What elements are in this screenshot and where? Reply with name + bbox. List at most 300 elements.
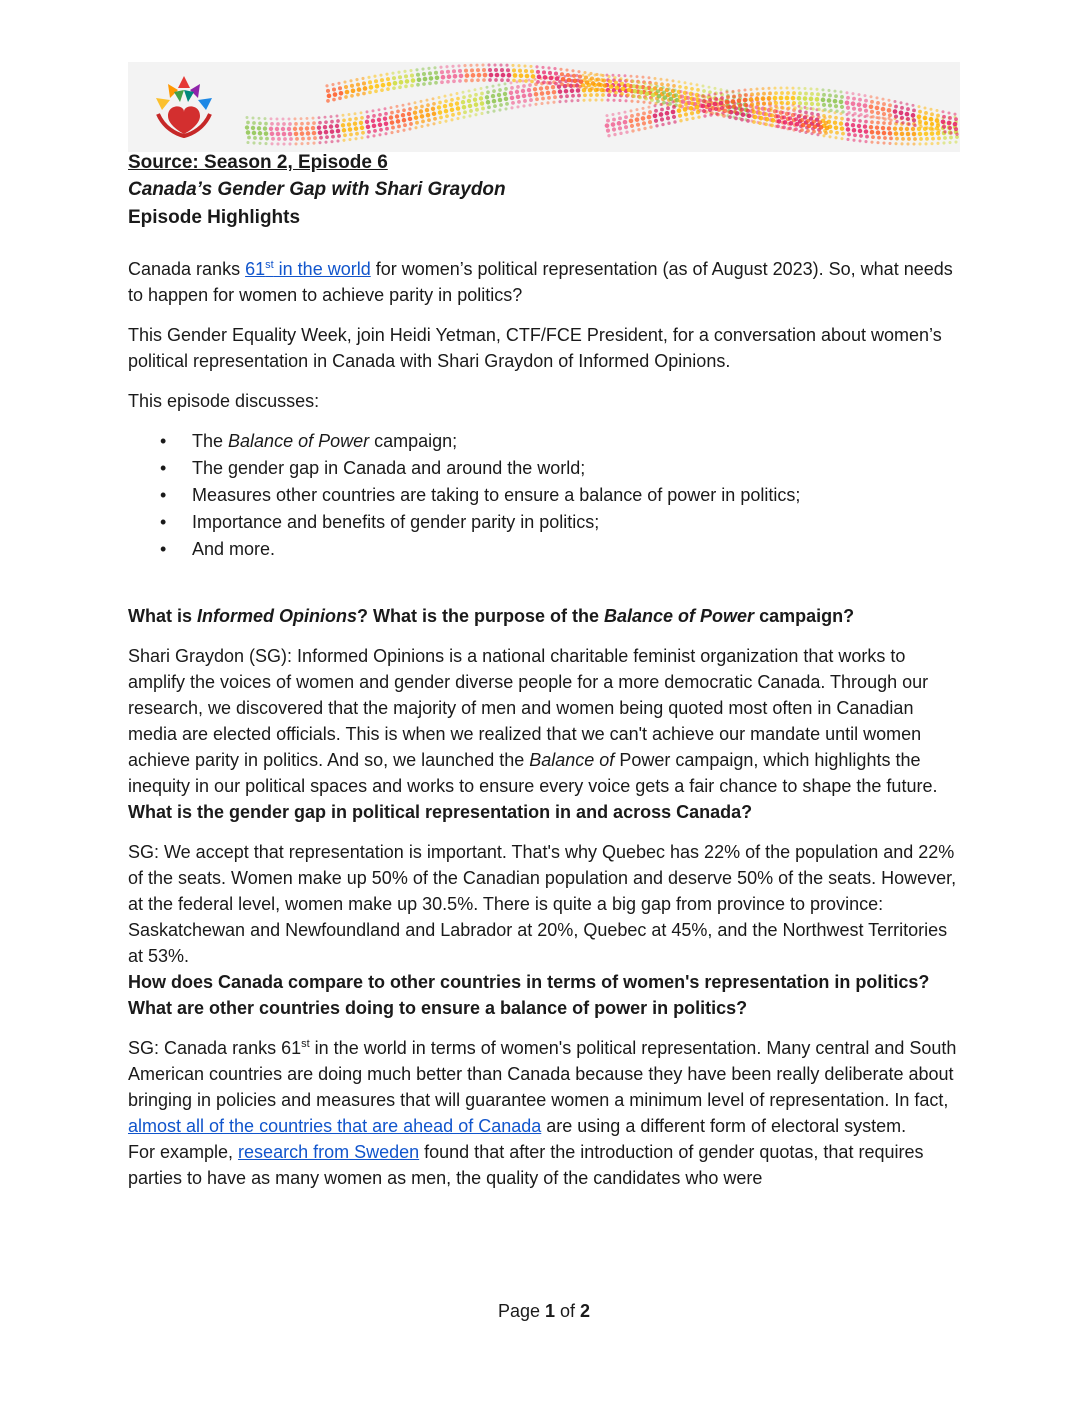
wave-dot (651, 93, 656, 98)
wave-dot (767, 87, 770, 90)
wave-dot (360, 136, 363, 139)
wave-dot (925, 126, 928, 129)
wave-dot (504, 82, 507, 85)
wave-dot (530, 80, 534, 84)
wave-dot (396, 119, 401, 124)
wave-dot (336, 119, 340, 123)
wave-dot (668, 92, 672, 96)
wave-dot (721, 111, 724, 114)
wave-dot (373, 129, 377, 133)
wave-dot (517, 100, 521, 104)
wave-dot (839, 90, 842, 93)
wave-dot (883, 136, 887, 140)
wave-dot (475, 108, 479, 112)
wave-dot (770, 124, 774, 128)
wave-dot (943, 136, 947, 140)
wave-dot (768, 91, 772, 95)
wave-dot (590, 76, 594, 80)
wave-dot (648, 110, 652, 114)
wave-dot (895, 120, 898, 123)
wave-dot (353, 122, 357, 126)
wave-dot (895, 137, 899, 141)
wave-dot (487, 105, 491, 109)
countries-ahead-link[interactable]: almost all of the countries that are ahead of Canada (128, 1116, 542, 1136)
wave-dot (764, 112, 768, 116)
wave-dot (666, 79, 669, 82)
wave-dot (942, 141, 945, 144)
wave-dot (815, 97, 820, 102)
wave-dot (474, 88, 477, 91)
wave-dot (924, 142, 927, 145)
wave-dot (390, 120, 395, 125)
wave-dot (456, 97, 460, 101)
wave-dot (246, 141, 249, 144)
wave-dot (636, 113, 640, 117)
sweden-research-link[interactable]: research from Sweden (238, 1142, 420, 1162)
wave-dot (894, 114, 898, 118)
wave-dot (438, 121, 441, 124)
wave-dot (864, 129, 869, 134)
wave-dot (714, 107, 718, 111)
wave-dot (876, 121, 880, 125)
wave-dot (420, 105, 424, 109)
wave-dot (578, 75, 582, 79)
wave-dot (853, 112, 856, 115)
wave-dot (839, 100, 844, 105)
wave-dot (595, 73, 598, 76)
wave-dot (841, 132, 845, 136)
wave-dot (505, 64, 508, 67)
wave-dot (913, 137, 917, 141)
wave-dot (428, 71, 432, 75)
wave-dot (264, 131, 269, 136)
wave-dot (864, 109, 868, 113)
wave-dot (930, 131, 935, 136)
wave-dot (815, 88, 818, 91)
wave-dot (439, 116, 443, 120)
wave-dot (522, 94, 527, 99)
wave-dot (708, 86, 711, 89)
wave-dot (600, 98, 603, 101)
wave-dot (558, 89, 563, 94)
wave-dot (835, 109, 838, 112)
wave-dot (794, 117, 798, 121)
wave-dot (540, 102, 543, 105)
wave-dot (348, 138, 351, 141)
wave-dot (894, 105, 898, 109)
page-footer (0, 1298, 1088, 1324)
wave-dot (869, 104, 874, 109)
wave-dot (846, 96, 850, 100)
wave-dot (391, 72, 394, 75)
wave-dot (630, 114, 634, 118)
wave-dot (606, 119, 610, 123)
wave-dot (834, 94, 838, 98)
wave-dot (608, 90, 612, 94)
wave-dot (392, 86, 396, 90)
wave-dot (338, 96, 342, 100)
wave-dot (678, 104, 682, 108)
wave-dot (518, 79, 522, 83)
wave-dot (386, 87, 390, 91)
wave-dot (803, 87, 806, 90)
wave-dot (788, 116, 792, 120)
wave-dot (416, 73, 420, 77)
wave-dot (501, 73, 506, 78)
wave-dot (525, 74, 530, 79)
wave-dot (949, 131, 952, 134)
wave-dot (294, 142, 297, 145)
wave-dot (344, 85, 348, 89)
wave-dot (606, 99, 609, 102)
wave-dot (812, 130, 816, 134)
wave-dot (732, 94, 736, 98)
wave-dot (467, 99, 471, 103)
wave-dot (918, 132, 923, 137)
wave-dot (350, 94, 354, 98)
wave-dot (612, 74, 615, 77)
wave-dot (667, 87, 670, 90)
wave-dot (638, 96, 642, 100)
intro-paragraph-3: This episode discusses: (128, 391, 320, 411)
wave-dot (536, 80, 540, 84)
wave-dot (288, 132, 293, 137)
wave-dot (775, 106, 778, 109)
wave-dot (367, 130, 371, 134)
wave-dot (668, 102, 672, 106)
wave-dot (311, 126, 315, 130)
wave-dot (464, 69, 468, 73)
wave-dot (510, 106, 513, 109)
wave-dot (803, 96, 808, 101)
wave-dot (384, 132, 387, 135)
wave-dot (674, 93, 678, 97)
wave-dot (342, 139, 345, 142)
wave-dot (458, 69, 462, 73)
wave-dot (441, 75, 446, 80)
wave-dot (787, 106, 790, 109)
wave-dot (727, 111, 730, 114)
wave-dot (361, 131, 365, 135)
wave-dot (336, 129, 341, 134)
wave-dot (546, 91, 551, 96)
wave-dot (728, 115, 732, 119)
wave-dot (870, 141, 873, 144)
wave-dot (864, 140, 867, 143)
wave-dot (552, 101, 555, 104)
wave-dot (713, 102, 718, 107)
wave-dot (811, 107, 814, 110)
wave-dot (937, 129, 940, 132)
wave-dot (567, 78, 572, 83)
wave-dot (576, 88, 581, 93)
wave-dot (870, 130, 875, 135)
wave-dot (462, 91, 465, 94)
wave-dot (372, 114, 376, 118)
wave-dot (380, 88, 384, 92)
wave-dot (624, 115, 628, 119)
wave-dot (882, 131, 887, 136)
wave-dot (647, 115, 652, 120)
wave-dot (583, 93, 587, 97)
wave-dot (648, 76, 651, 79)
wave-dot (863, 103, 868, 108)
wave-dot (775, 110, 778, 113)
wave-dot (312, 117, 315, 120)
wave-dot (834, 104, 838, 108)
wave-dot (312, 131, 317, 136)
wave-dot (528, 104, 531, 107)
wave-dot (276, 132, 281, 137)
wave-dot (547, 96, 551, 100)
wave-dot (299, 126, 303, 130)
wave-dot (288, 122, 292, 126)
wave-dot (554, 82, 558, 86)
wave-dot (420, 125, 423, 128)
wave-dot (420, 100, 423, 103)
wave-dot (893, 126, 897, 130)
wave-dot (461, 100, 465, 104)
wave-dot (504, 87, 508, 91)
wave-dot (477, 73, 482, 78)
wave-dot (900, 116, 904, 120)
wave-dot (852, 128, 857, 133)
wave-dot (644, 97, 648, 101)
wave-dot (345, 90, 350, 95)
wave-dot (744, 103, 748, 107)
wave-dot (794, 127, 798, 131)
wave-dot (755, 97, 760, 102)
wave-dot (541, 66, 544, 69)
wave-dot (464, 79, 468, 83)
wave-dot (715, 112, 718, 115)
wave-dot (918, 142, 921, 145)
wave-dot (702, 89, 706, 93)
wave-dot (564, 100, 567, 103)
wave-dot (769, 107, 772, 110)
wave-dot (407, 112, 411, 116)
wave-dot (390, 131, 393, 134)
wave-dot (432, 122, 435, 125)
wave-dot (425, 108, 429, 112)
wave-dot (438, 96, 441, 99)
wave-dot (840, 117, 844, 121)
wave-dot (367, 76, 370, 79)
wave-dot (703, 114, 706, 117)
wave-dot (300, 122, 304, 126)
wave-dot (661, 123, 664, 126)
wave-dot (617, 112, 620, 115)
list-item (128, 482, 960, 509)
wave-dot (402, 118, 407, 123)
wave-dot (763, 107, 766, 110)
wave-dot (323, 125, 327, 129)
wave-dot (759, 116, 764, 121)
wave-dot (605, 114, 608, 117)
wave-dot (626, 83, 630, 87)
wave-dot (423, 77, 428, 82)
wave-dot (330, 120, 334, 124)
wave-dot (535, 97, 539, 101)
wave-dot (800, 118, 804, 122)
wave-dot (840, 126, 845, 131)
wave-dot (749, 97, 754, 102)
wave-dot (499, 64, 502, 67)
wave-dot (851, 123, 855, 127)
wave-dot (685, 91, 688, 94)
wave-dot (476, 78, 480, 82)
wave-dot (536, 70, 540, 74)
wave-dot (659, 112, 664, 117)
wave-dot (421, 67, 424, 70)
header-banner (128, 62, 960, 152)
wave-dot (618, 74, 621, 77)
ranking-link[interactable] (245, 259, 371, 279)
wave-dot (516, 105, 519, 108)
wave-dot (719, 101, 724, 106)
wave-dot (816, 92, 820, 96)
wave-dot (306, 117, 309, 120)
wave-dot (683, 98, 686, 101)
wave-dot (488, 68, 492, 72)
topics-list (128, 428, 960, 563)
wave-dot (498, 83, 501, 86)
wave-dot (931, 137, 935, 141)
list-item-text: And more. (192, 539, 276, 559)
wave-dot (374, 79, 378, 83)
wave-dot (876, 111, 880, 115)
wave-dot (876, 101, 880, 105)
wave-dot (797, 96, 802, 101)
wave-dot (684, 103, 688, 107)
wave-dot (845, 100, 850, 105)
wave-dot (656, 99, 660, 103)
wave-dot (635, 117, 640, 122)
wave-dot (270, 122, 274, 126)
wave-dot (907, 122, 910, 125)
wave-dot (859, 113, 862, 116)
wave-dot (426, 103, 430, 107)
wave-dot (799, 114, 802, 117)
wave-dot (552, 90, 557, 95)
wave-dot (595, 93, 599, 97)
wave-dot (834, 125, 839, 130)
wave-dot (863, 94, 866, 97)
wave-dot (349, 133, 353, 137)
wave-dot (374, 89, 378, 93)
wave-dot (917, 105, 920, 108)
wave-dot (276, 142, 279, 145)
wave-dot (611, 113, 614, 116)
wave-dot (924, 111, 928, 115)
wave-dot (739, 109, 742, 112)
wave-dot (294, 117, 297, 120)
wave-dot (445, 65, 448, 68)
wave-dot (354, 137, 357, 140)
wave-dot (354, 117, 358, 121)
wave-dot (551, 85, 555, 89)
wave-dot (889, 119, 892, 122)
wave-dot (660, 117, 664, 121)
wave-dot (511, 101, 515, 105)
wave-dot (701, 104, 706, 109)
wave-dot (276, 117, 279, 120)
wave-dot (572, 74, 576, 78)
wave-dot (417, 77, 422, 82)
wave-dot (821, 98, 826, 103)
wave-dot (893, 109, 898, 114)
wave-dot (690, 87, 694, 91)
wave-dot (660, 78, 663, 81)
wave-dot (531, 74, 536, 79)
wave-dot (257, 126, 261, 130)
wave-dot (655, 124, 658, 127)
wave-dot (865, 114, 868, 117)
wave-dot (429, 76, 434, 81)
wave-dot (318, 121, 322, 125)
wave-dot (357, 87, 362, 92)
wave-dot (524, 79, 528, 83)
wave-dot (776, 125, 780, 129)
wave-dot (869, 125, 873, 129)
wave-dot (491, 94, 495, 98)
wave-dot (731, 90, 734, 93)
wave-dot (486, 100, 491, 105)
wave-dot (630, 75, 633, 78)
wave-dot (900, 142, 903, 145)
wave-dot (871, 135, 875, 139)
wave-dot (516, 85, 520, 89)
wave-dot (661, 86, 664, 89)
wave-dot (470, 79, 474, 83)
wave-dot (829, 109, 832, 112)
wave-dot (398, 75, 402, 79)
wave-dot (947, 121, 952, 126)
wave-dot (611, 122, 616, 127)
wave-dot (481, 107, 485, 111)
wave-dot (608, 80, 612, 84)
wave-dot (379, 128, 383, 132)
list-item (128, 509, 960, 536)
wave-dot (545, 86, 549, 90)
wave-dot (444, 99, 448, 103)
wave-dot (807, 124, 812, 129)
wave-dot (474, 93, 478, 97)
wave-dot (269, 127, 273, 131)
wave-dot (833, 121, 837, 125)
wave-dot (809, 97, 814, 102)
answer-text-mid: in the world in terms of women's political representation. Many central and South American countries are doing much better than Canada because they have been really deliberate about bringing in policies and measures that will guarantee women a minimum level of representation. In fact, (128, 1038, 957, 1110)
list-item-text: The (192, 431, 229, 451)
wave-dot (450, 108, 455, 113)
wave-dot (894, 131, 899, 136)
wave-dot (451, 65, 454, 68)
wave-dot (390, 111, 394, 115)
wave-dot (253, 136, 257, 140)
wave-dot (899, 110, 904, 115)
wave-dot (258, 142, 261, 145)
wave-dot (325, 84, 328, 87)
wave-dot (630, 124, 634, 128)
answer-text-end: Power campaign, which highlights the inequity in our political spaces and works to ensure every voice gets a fair chance to shape the future. (128, 750, 938, 796)
wave-dot (446, 80, 450, 84)
wave-dot (925, 137, 929, 141)
wave-dot (781, 111, 784, 114)
wave-dot (570, 89, 575, 94)
wave-dot (570, 99, 573, 102)
wave-dot (559, 68, 562, 71)
wave-dot (756, 102, 760, 106)
